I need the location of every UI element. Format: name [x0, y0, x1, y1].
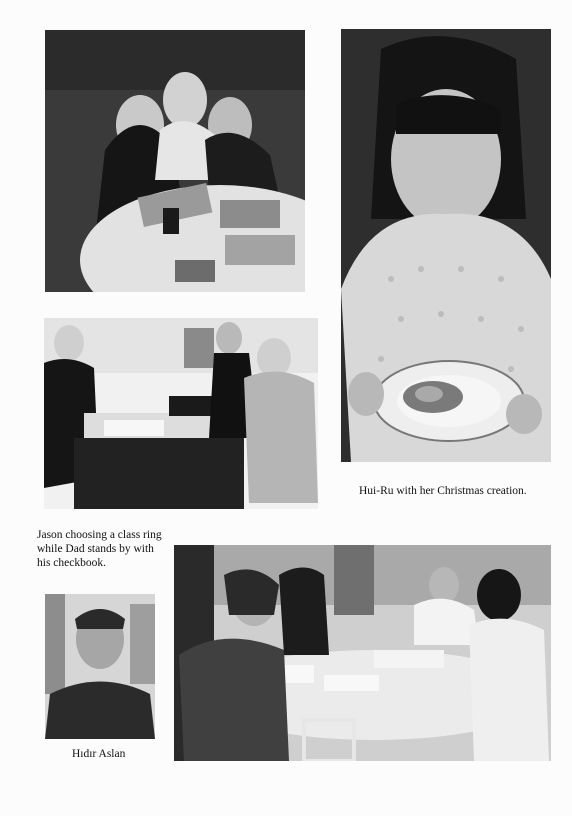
- photo-hui-ru: [341, 29, 551, 462]
- photo-students-studying: [174, 545, 551, 761]
- photo-students-image: [174, 545, 551, 761]
- photo-three-girls-at-table: [45, 30, 305, 292]
- caption-jason: [37, 528, 187, 570]
- photo-jason-class-ring: [44, 318, 318, 509]
- caption-hui-ru: Hui-Ru with her Christmas creation.: [359, 485, 527, 497]
- caption-hidir-aslan: Hıdır Aslan: [72, 748, 126, 760]
- photo-hidir-aslan: [45, 594, 155, 739]
- photo-jason-image: [44, 318, 318, 509]
- photo-hidir-image: [45, 594, 155, 739]
- caption-jason-line-2: while Dad stands by with: [37, 543, 154, 555]
- caption-jason-line-1: Jason choosing a class ring: [37, 529, 162, 541]
- photo-three-girls-image: [45, 30, 305, 292]
- photo-hui-ru-image: [341, 29, 551, 462]
- caption-jason-line-3: his checkbook.: [37, 557, 106, 569]
